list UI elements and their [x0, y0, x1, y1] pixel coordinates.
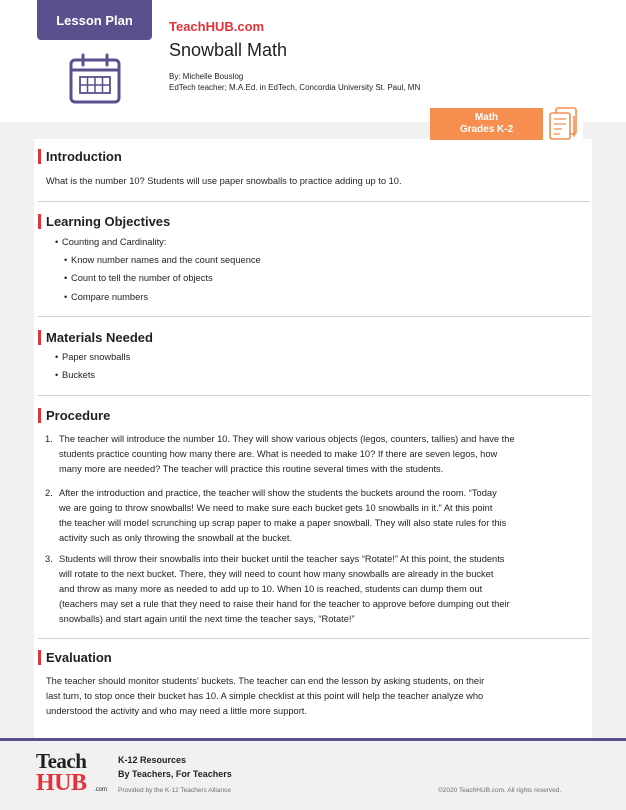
page-title: Snowball Math — [169, 40, 288, 60]
heading-accent — [38, 214, 41, 229]
list-item: • Know number names and the count sequence — [64, 255, 261, 265]
list-item-text: Compare numbers — [71, 292, 148, 302]
section-procedure-heading — [38, 408, 110, 423]
footer-provided-by: Provided by the K-12 Teachers Alliance — [118, 787, 231, 794]
list-item-text: Buckets — [62, 370, 96, 380]
step-line: and throw as many more as needed to add up to 10. When 10 is reached, students can dump them out — [59, 584, 483, 594]
list-item-text: Know number names and the count sequence — [71, 255, 261, 265]
step-line: After the introduction and practice, the teacher will show the students the buckets around the room. “Today — [59, 488, 497, 498]
step-line: students practice counting how many there are. What is needed to make 10? If there are seven legos, how — [59, 449, 498, 459]
logo-teach: Teach — [36, 749, 87, 773]
step-line: activity such as only throwing the snowball at the bucket. — [59, 533, 293, 543]
step-line: the teacher will model scrunching up scrap paper to make a paper snowball. They will also state rules for this — [59, 518, 507, 528]
heading-text: Procedure — [46, 408, 111, 423]
divider — [38, 201, 590, 202]
heading-text: Materials Needed — [46, 330, 153, 345]
section-materials-heading — [38, 330, 153, 345]
heading-text: Introduction — [46, 149, 122, 164]
list-item-text: Count to tell the number of objects — [71, 273, 213, 283]
step-text — [59, 552, 590, 627]
step-line: many more are needed? The teacher will practice this routine several times with the students. — [59, 464, 444, 474]
heading-accent — [38, 650, 41, 665]
step-line: we are going to throw snowballs! We need to make sure each bucket gets 10 snowballs in it.” At this point — [59, 503, 493, 513]
heading-text: Evaluation — [46, 650, 112, 665]
list-item-text: Paper snowballs — [62, 352, 131, 362]
divider — [38, 316, 590, 317]
step-line: will rotate to the next bucket. There, they will need to count how many snowballs are already in the bucket — [59, 569, 494, 579]
list-item: • Counting and Cardinality: — [55, 237, 167, 247]
divider — [38, 395, 590, 396]
grades-label: Grades K-2 — [459, 124, 514, 135]
heading-accent — [38, 408, 41, 423]
subject-badge — [430, 108, 543, 140]
footer-tagline-2: By Teachers, For Teachers — [118, 769, 232, 779]
evaluation-line: last turn, to stop once their bucket has 10. A simple checklist at this point will help the teacher analyze who — [46, 691, 484, 701]
evaluation-text — [46, 674, 591, 719]
calendar-icon — [68, 53, 122, 105]
teachhub-logo — [36, 749, 106, 799]
step-line: The teacher will introduce the number 10. They will show various objects (legos, counters, tallies) and have the — [59, 434, 515, 444]
lesson-plan-tab: Lesson Plan — [37, 0, 152, 40]
math-worksheet-icon — [548, 106, 580, 140]
list-item: • Count to tell the number of objects — [64, 273, 213, 283]
footer-tagline-1: K-12 Resources — [118, 755, 187, 765]
subject-label: Math — [474, 112, 499, 123]
logo-hub: HUB — [36, 770, 87, 796]
step-line: snowballs) and start again until the next time the teacher says, “Rotate!” — [59, 614, 355, 624]
heading-text: Learning Objectives — [46, 214, 171, 229]
section-evaluation-heading — [38, 650, 112, 665]
list-item: • Paper snowballs — [55, 352, 131, 362]
step-line: Students will throw their snowballs into their bucket until the teacher says “Rotate!” At this point, the students — [59, 554, 505, 564]
step-line: (teachers may set a rule that they need to raise their hand for the teacher to approve before dumping out their — [59, 599, 510, 609]
step-number: 1. — [45, 434, 53, 444]
evaluation-line: understood the activity and who may need a little more support. — [46, 706, 307, 716]
brand-name: TeachHUB.com — [169, 19, 265, 34]
list-item-text: Counting and Cardinality: — [62, 237, 167, 247]
footer-copyright: ©2020 TeachHUB.com. All rights reserved. — [438, 787, 562, 794]
introduction-text: What is the number 10? Students will use paper snowballs to practice adding up to 10. — [46, 176, 402, 186]
divider — [38, 638, 590, 639]
step-number: 2. — [45, 488, 53, 498]
step-text — [59, 432, 590, 477]
step-number: 3. — [45, 554, 53, 564]
byline — [169, 71, 420, 93]
list-item: • Compare numbers — [64, 292, 148, 302]
credentials: EdTech teacher; M.A.Ed. in EdTech, Concordia University St. Paul, MN — [169, 83, 421, 92]
author: By: Michelle Bouslog — [169, 72, 244, 81]
list-item: • Buckets — [55, 370, 96, 380]
section-introduction-heading — [38, 149, 122, 164]
section-objectives-heading — [38, 214, 170, 229]
step-text — [59, 486, 590, 546]
evaluation-line: The teacher should monitor students’ buckets. The teacher can end the lesson by asking students, on their — [46, 676, 485, 686]
heading-accent — [38, 149, 41, 164]
logo-com: .com — [94, 787, 108, 793]
heading-accent — [38, 330, 41, 345]
